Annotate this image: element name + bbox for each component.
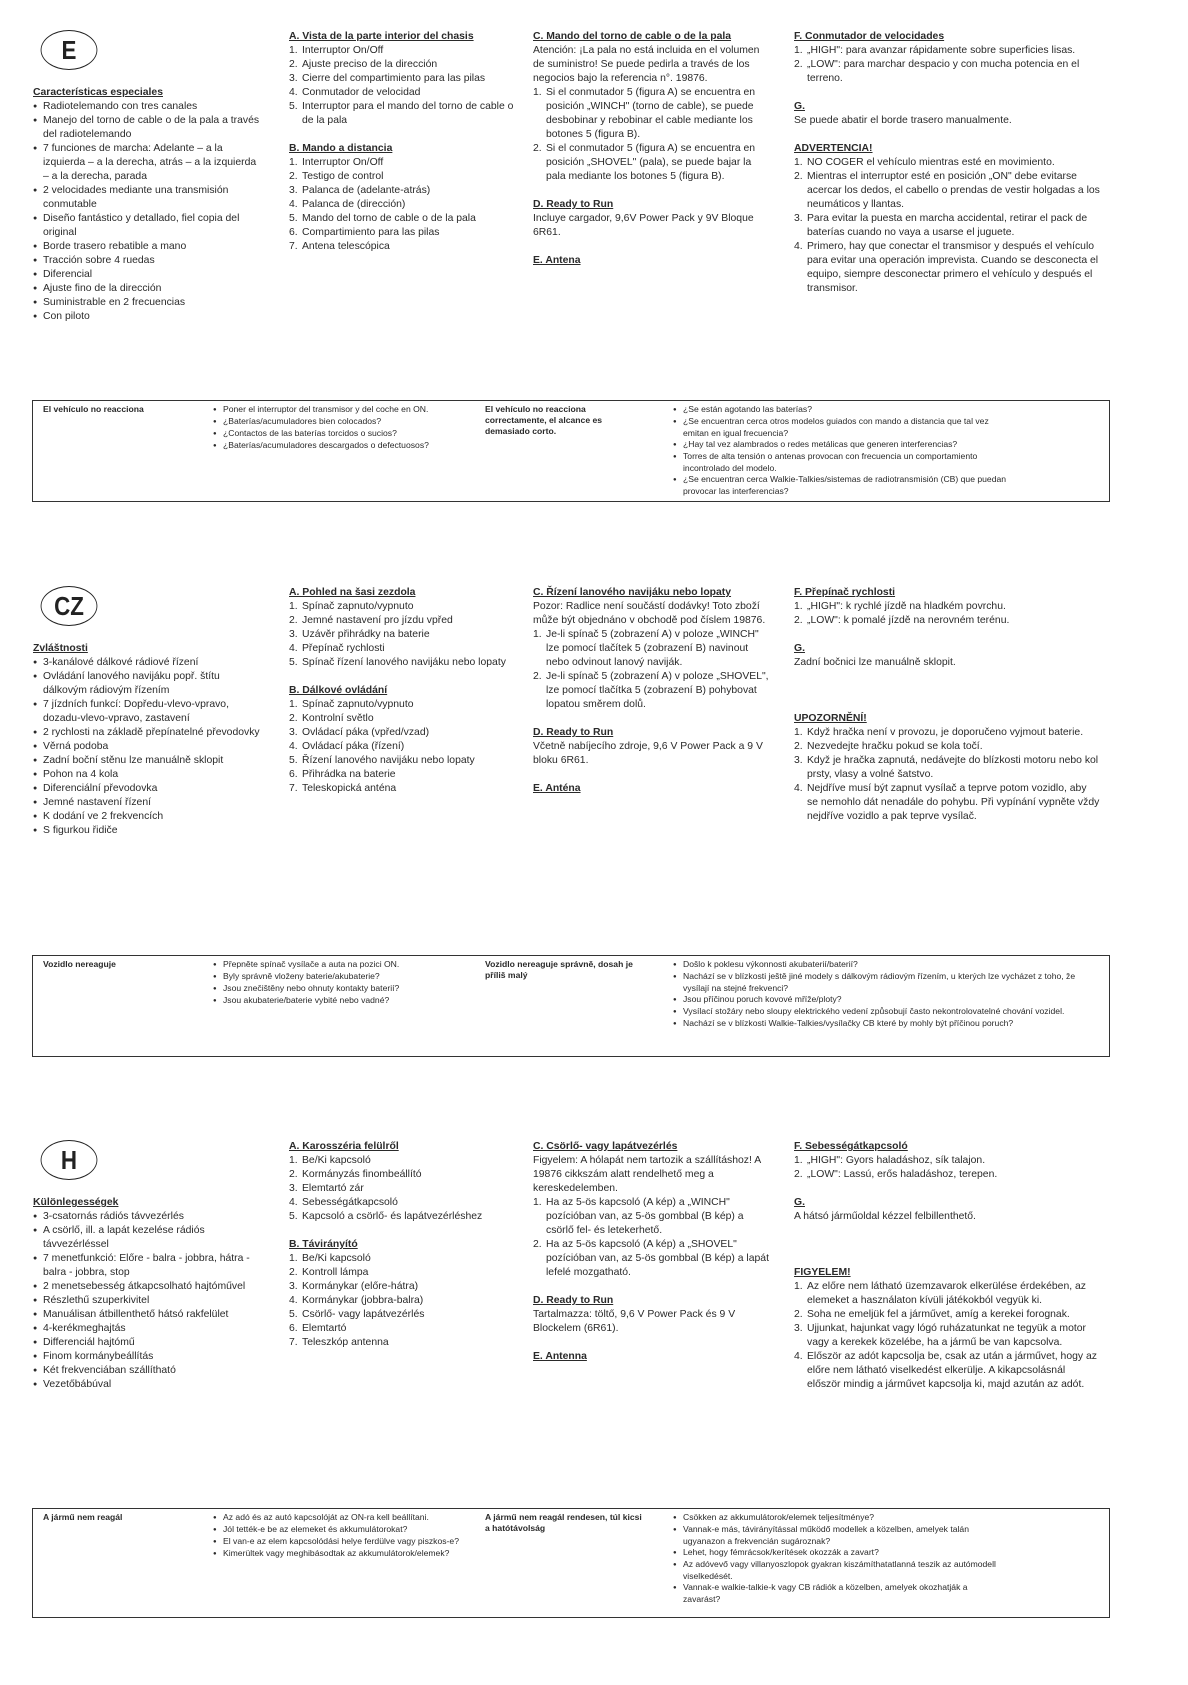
solution-item: ● Vannak-e más, távirányítással működő modellek a közelben, amelyek talán ugyanazon a frekvencián sugároznak?: [673, 1524, 1003, 1547]
chassis-item: 1. Be/Ki kapcsoló: [289, 1155, 371, 1166]
chassis-item: 3. Uzávěr přihrádky na baterie: [289, 629, 430, 640]
feature-item: ● Pohon na 4 kola: [33, 768, 263, 782]
remote-list: [289, 156, 517, 254]
feature-item: ● Tracción sobre 4 ruedas: [33, 254, 263, 268]
chassis-item: 2. Ajuste preciso de la dirección: [289, 59, 438, 70]
remote-title: B. Dálkové ovládání: [289, 685, 388, 696]
solution-list: [213, 1512, 463, 1560]
remote-item: 7. Antena telescópica: [289, 241, 390, 252]
language-badge-h: H: [41, 1140, 98, 1180]
solution-item: ● Došlo k poklesu výkonnosti akubaterií/baterií?: [673, 959, 1103, 971]
remote-item: 7. Teleskopická anténa: [289, 783, 397, 794]
speed-switch-title: F. Sebességátkapcsoló: [794, 1141, 908, 1152]
speed-switch-item: 1. „HIGH": Gyors haladáshoz, sík talajon.: [794, 1155, 986, 1166]
warning-item: 1. NO COGER el vehículo mientras esté en movimiento.: [794, 157, 1055, 168]
remote-item: 3. Palanca de (adelante-atrás): [289, 185, 431, 196]
warning-list: [794, 156, 1100, 296]
chassis-item: 5. Spínač řízení lanového navijáku nebo lopaty: [289, 657, 506, 668]
speed-switch-item: 2. „LOW": para marchar despacio y con mucha potencia en el terreno.: [794, 59, 1080, 84]
warning-list: [794, 1280, 1100, 1392]
problem-label: Vozidlo nereaguje správně, dosah je příliš malý: [485, 959, 633, 980]
solution-item: ● Nachází se v blízkosti Walkie-Talkies/vysílačky CB které by mohly být příčinou poruch?: [673, 1018, 1103, 1030]
g-title: G.: [794, 643, 805, 654]
feature-item: ● Věrná podoba: [33, 740, 263, 754]
remote-item: 7. Teleszkóp antenna: [289, 1337, 389, 1348]
feature-item: ● 2 menetsebesség átkapcsolható hajtóművel: [33, 1280, 263, 1294]
solution-item: ● ¿Contactos de las baterías torcidos o sucios?: [213, 428, 463, 440]
warning-item: 2. Soha ne emeljük fel a járművet, amíg a kerekei forognak.: [794, 1309, 1070, 1320]
feature-item: ● Differenciál hajtómű: [33, 1336, 263, 1350]
remote-item: 1. Interruptor On/Off: [289, 157, 384, 168]
remote-item: 2. Kontroll lámpa: [289, 1267, 369, 1278]
chassis-remote-column: [289, 30, 517, 254]
antenna-title: E. Antena: [533, 255, 581, 266]
winch-column: [533, 30, 771, 268]
feature-item: ● Részlethű szuperkivitel: [33, 1294, 263, 1308]
winch-title: C. Mando del torno de cable o de la pala: [533, 31, 732, 42]
features-column: [33, 642, 263, 838]
feature-item: ● Finom kormánybeállítás: [33, 1350, 263, 1364]
solution-item: ● Vysílací stožáry nebo sloupy elektrického vedení způsobují často nekontrolovatelné chování vozidel.: [673, 1006, 1103, 1018]
feature-item: ● 7 funciones de marcha: Adelante – a la izquierda – a la derecha, atrás – a la izquierda – a la derecha, parada: [33, 142, 263, 184]
feature-item: ● Radiotelemando con tres canales: [33, 100, 263, 114]
remote-item: 1. Be/Ki kapcsoló: [289, 1253, 371, 1264]
g-title: G.: [794, 1197, 805, 1208]
feature-item: ● Ovládání lanového navijáku popř. štítu dálkovým rádiovým řízením: [33, 670, 263, 698]
chassis-remote-column: [289, 586, 517, 796]
solution-item: ● Vannak-e walkie-talkie-k vagy CB rádiók a közelben, amelyek okozhatják a zavarást?: [673, 1582, 1003, 1605]
troubleshooting-table: [32, 955, 1110, 1057]
remote-item: 3. Kormánykar (előre-hátra): [289, 1281, 419, 1292]
feature-item: ● Diferenciální převodovka: [33, 782, 263, 796]
feature-item: ● 4-kerékmeghajtás: [33, 1322, 263, 1336]
g-text: Zadní bočnici lze manuálně sklopit.: [794, 657, 956, 668]
language-badge-e: E: [41, 30, 98, 70]
chassis-title: A. Vista de la parte interior del chasis: [289, 31, 474, 42]
feature-item: ● Jemné nastavení řízení: [33, 796, 263, 810]
winch-item: 2. Je-li spínač 5 (zobrazení A) v poloze „SHOVEL", lze pomocí tlačítka 5 (zobrazení B) pohybovat lopatou směrem dolů.: [533, 671, 769, 710]
remote-item: 5. Mando del torno de cable o de la pala: [289, 213, 476, 224]
warning-item: 1. Když hračka není v provozu, je doporučeno vyjmout baterie.: [794, 727, 1084, 738]
features-title: Zvláštnosti: [33, 643, 88, 654]
problem-label: A jármű nem reagál rendesen, túl kicsi a hatótávolság: [485, 1512, 642, 1533]
ready-to-run-title: D. Ready to Run: [533, 727, 614, 738]
chassis-item: 4. Sebességátkapcsoló: [289, 1197, 398, 1208]
features-list: [33, 656, 263, 838]
chassis-item: 5. Interruptor para el mando del torno de cable o de la pala: [289, 101, 514, 126]
remote-item: 1. Spínač zapnuto/vypnuto: [289, 699, 414, 710]
speed-switch-list: [794, 1154, 1100, 1182]
ready-to-run-text: Včetně nabíjecího zdroje, 9,6 V Power Pack a 9 V bloku 6R61.: [533, 741, 763, 766]
remote-title: B. Mando a distancia: [289, 143, 393, 154]
g-title: G.: [794, 101, 805, 112]
chassis-item: 4. Přepínač rychlosti: [289, 643, 385, 654]
speed-switch-item: 1. „HIGH": para avanzar rápidamente sobre superficies lisas.: [794, 45, 1076, 56]
feature-item: ● 2 rychlosti na základě přepínatelné převodovky: [33, 726, 263, 740]
feature-item: ● 3-csatornás rádiós távvezérlés: [33, 1210, 263, 1224]
warning-title: ADVERTENCIA!: [794, 143, 873, 154]
chassis-list: [289, 1154, 517, 1224]
chassis-item: 1. Interruptor On/Off: [289, 45, 384, 56]
feature-item: ● K dodání ve 2 frekvencích: [33, 810, 263, 824]
problem-label: El vehículo no reacciona correctamente, el alcance es demasiado corto.: [485, 404, 603, 436]
remote-item: 5. Csörlő- vagy lapátvezérlés: [289, 1309, 425, 1320]
chassis-list: [289, 600, 517, 670]
warning-item: 2. Mientras el interruptor esté en posición „ON" debe evitarse acercar los dedos, el cabello o prendas de vestir holgadas a los neumáticos y llantas.: [794, 171, 1100, 210]
warning-item: 1. Az előre nem látható üzemzavarok elkerülése érdekében, az elemeket a használaton kívüli játékokból vegyük ki.: [794, 1281, 1086, 1306]
solution-item: ● Jsou znečištěny nebo ohnuty kontakty baterií?: [213, 983, 463, 995]
solution-item: ● Jsou příčinou poruch kovové mříže/ploty?: [673, 994, 1103, 1006]
g-text: Se puede abatir el borde trasero manualmente.: [794, 115, 1012, 126]
solution-item: ● ¿Se encuentran cerca otros modelos guiados con mando a distancia que tal vez emitan en igual frecuencia?: [673, 416, 1013, 439]
speed-switch-list: [794, 600, 1100, 628]
warning-item: 4. Először az adót kapcsolja be, csak az után a járművet, hogy az előre nem látható viselkedést elkerülje. A kikapcsolásnál először mindig a járművet kapcsolja ki, majd azután az adót.: [794, 1351, 1097, 1390]
solution-item: ● Jól tették-e be az elemeket és akkumulátorokat?: [213, 1524, 463, 1536]
remote-item: 2. Kontrolní světlo: [289, 713, 374, 724]
troubleshooting-table: [32, 400, 1110, 502]
speed-switch-item: 2. „LOW": k pomalé jízdě na nerovném terénu.: [794, 615, 1010, 626]
solution-item: ● Az adó és az autó kapcsolóját az ON-ra kell beállítani.: [213, 1512, 463, 1524]
warning-title: UPOZORNĚNÍ!: [794, 713, 867, 724]
chassis-item: 3. Cierre del compartimiento para las pilas: [289, 73, 486, 84]
solution-item: ● ¿Hay tal vez alambrados o redes metálicas que generen interferencias?: [673, 439, 1013, 451]
g-text: A hátsó járműoldal kézzel felbillenthető.: [794, 1211, 976, 1222]
chassis-item: 4. Conmutador de velocidad: [289, 87, 421, 98]
feature-item: ● Két frekvenciában szállítható: [33, 1364, 263, 1378]
speed-switch-list: [794, 44, 1100, 86]
remote-item: 5. Řízení lanového navijáku nebo lopaty: [289, 755, 475, 766]
warning-item: 2. Nezvedejte hračku pokud se kola točí.: [794, 741, 983, 752]
solution-item: ● Csökken az akkumulátorok/elemek teljesítménye?: [673, 1512, 1003, 1524]
solution-item: ● Byly správně vloženy baterie/akubaterie?: [213, 971, 463, 983]
solution-list: [673, 1512, 1003, 1605]
remote-item: 6. Elemtartó: [289, 1323, 347, 1334]
warning-item: 3. Když je hračka zapnutá, nedávejte do blízkosti motoru nebo kol prsty, vlasy a volné šatstvo.: [794, 755, 1099, 780]
ready-to-run-text: Incluye cargador, 9,6V Power Pack y 9V Bloque 6R61.: [533, 213, 754, 238]
remote-item: 6. Compartimiento para las pilas: [289, 227, 440, 238]
speed-switch-title: F. Přepínač rychlosti: [794, 587, 896, 598]
feature-item: ● 7 menetfunkció: Előre - balra - jobbra, hátra - balra - jobbra, stop: [33, 1252, 263, 1280]
ready-to-run-title: D. Ready to Run: [533, 1295, 614, 1306]
feature-item: ● Ajuste fino de la dirección: [33, 282, 263, 296]
feature-item: ● 3-kanálové dálkové rádiové řízení: [33, 656, 263, 670]
remote-item: 3. Ovládací páka (vpřed/vzad): [289, 727, 430, 738]
ready-to-run-text: Tartalmazza: töltő, 9,6 V Power Pack és 9 V Blockelem (6R61).: [533, 1309, 736, 1334]
solution-item: ● ¿Se encuentran cerca Walkie-Talkies/sistemas de radiotransmisión (CB) que puedan provocar las interferencias?: [673, 474, 1013, 497]
solution-item: ● Torres de alta tensión o antenas provocan con frecuencia un comportamiento incontrolado del modelo.: [673, 451, 1013, 474]
remote-title: B. Távirányító: [289, 1239, 358, 1250]
remote-item: 6. Přihrádka na baterie: [289, 769, 396, 780]
solution-list: [673, 959, 1103, 1030]
speed-switch-item: 1. „HIGH": k rychlé jízdě na hladkém povrchu.: [794, 601, 1006, 612]
problem-label: A jármű nem reagál: [43, 1512, 123, 1522]
warning-item: 4. Nejdříve musí být zapnut vysílač a teprve potom vozidlo, aby se nemohlo dát nenadále do pohybu. Při vypínání vypněte vždy nejdříve vozidlo a pak teprve vysílač.: [794, 783, 1100, 822]
winch-intro: Figyelem: A hólapát nem tartozik a szállításhoz! A 19876 cikkszám alatt rendelhető meg a kereskedelemben.: [533, 1155, 761, 1194]
remote-item: 2. Testigo de control: [289, 171, 384, 182]
winch-column: [533, 1140, 771, 1364]
feature-item: ● Diferencial: [33, 268, 263, 282]
solution-item: ● ¿Baterías/acumuladores bien colocados?: [213, 416, 463, 428]
winch-item: 2. Si el conmutador 5 (figura A) se encuentra en posición „SHOVEL" (pala), se puede bajar la pala mediante los botones 5 (figura B).: [533, 143, 756, 182]
solution-item: ● Nachází se v blízkosti ještě jiné modely s dálkovým rádiovým řízením, u kterých lze vycházet z toho, že vysílají na stejné frekvenci?: [673, 971, 1103, 994]
chassis-item: 5. Kapcsoló a csörlő- és lapátvezérléshez: [289, 1211, 483, 1222]
antenna-title: E. Anténa: [533, 783, 581, 794]
chassis-remote-column: [289, 1140, 517, 1350]
solution-item: ● El van-e az elem kapcsolódási helye ferdülve vagy piszkos-e?: [213, 1536, 463, 1548]
chassis-item: 2. Jemné nastavení pro jízdu vpřed: [289, 615, 453, 626]
remote-item: 4. Palanca de (dirección): [289, 199, 406, 210]
remote-item: 4. Kormánykar (jobbra-balra): [289, 1295, 424, 1306]
solution-list: [213, 404, 463, 452]
warning-item: 3. Ujjunkat, hajunkat vagy lógó ruházatunkat ne tegyük a motor vagy a kerekek közelébe, ha a jármű be van kapcsolva.: [794, 1323, 1086, 1348]
troubleshooting-table: [32, 1508, 1110, 1618]
feature-item: ● S figurkou řidiče: [33, 824, 263, 838]
feature-item: ● 2 velocidades mediante una transmisión conmutable: [33, 184, 263, 212]
chassis-item: 3. Elemtartó zár: [289, 1183, 364, 1194]
features-list: [33, 1210, 263, 1392]
solution-list: [213, 959, 463, 1007]
chassis-item: 1. Spínač zapnuto/vypnuto: [289, 601, 414, 612]
feature-item: ● Zadní boční stěnu lze manuálně sklopit: [33, 754, 263, 768]
features-list: [33, 100, 263, 324]
remote-list: [289, 1252, 517, 1350]
solution-item: ● ¿Se están agotando las baterías?: [673, 404, 1013, 416]
features-column: [33, 1196, 263, 1392]
ready-to-run-title: D. Ready to Run: [533, 199, 614, 210]
feature-item: ● Suministrable en 2 frecuencias: [33, 296, 263, 310]
solution-item: ● Lehet, hogy fémrácsok/kerítések okozzák a zavart?: [673, 1547, 1003, 1559]
chassis-list: [289, 44, 517, 128]
warning-item: 4. Primero, hay que conectar el transmisor y después el vehículo para evitar una operación imprevista. Cuando se desconecta el equipo, siempre desconectar primero el vehículo y después el transmisor.: [794, 241, 1099, 294]
feature-item: ● A csörlő, ill. a lapát kezelése rádiós távvezérléssel: [33, 1224, 263, 1252]
feature-item: ● Manuálisan átbillenthető hátsó rakfelület: [33, 1308, 263, 1322]
solution-list: [673, 404, 1013, 497]
winch-intro: Pozor: Radlice není součástí dodávky! Toto zboží může být objednáno v obchodě pod číslem 19876.: [533, 601, 766, 626]
winch-list: [533, 86, 771, 184]
solution-item: ● Az adóvevő vagy villanyoszlopok gyakran kiszámíthatatlanná teszik az autómodell viselkedését.: [673, 1559, 1003, 1582]
feature-item: ● 7 jízdních funkcí: Dopředu-vlevo-vpravo, dozadu-vlevo-vpravo, zastavení: [33, 698, 263, 726]
winch-item: 1. Si el conmutador 5 (figura A) se encuentra en posición „WINCH" (torno de cable), se puede desbobinar y rebobinar el cable mediante los botones 5 (figura B).: [533, 87, 756, 140]
problem-label: Vozidlo nereaguje: [43, 959, 116, 969]
chassis-title: A. Pohled na šasi zezdola: [289, 587, 416, 598]
winch-title: C. Csörlő- vagy lapátvezérlés: [533, 1141, 678, 1152]
speed-warning-column: [794, 1140, 1100, 1392]
remote-list: [289, 698, 517, 796]
winch-item: 2. Ha az 5-ös kapcsoló (A kép) a „SHOVEL" pozícióban van, az 5-ös gombbal (B kép) a lapát lefelé mozgatható.: [533, 1239, 769, 1278]
speed-warning-column: [794, 30, 1100, 296]
solution-item: ● Jsou akubaterie/baterie vybité nebo vadné?: [213, 995, 463, 1007]
features-title: Características especiales: [33, 87, 163, 98]
warning-list: [794, 726, 1100, 824]
solution-item: ● ¿Baterías/acumuladores descargados o defectuosos?: [213, 440, 463, 452]
language-badge-cz: CZ: [41, 586, 98, 626]
speed-switch-title: F. Conmutador de velocidades: [794, 31, 945, 42]
winch-intro: Atención: ¡La pala no está incluida en el volumen de suministro! Se puede pedirla a través de los negocios bajo la referencia n°. 19876.: [533, 45, 760, 84]
remote-item: 4. Ovládací páka (řízení): [289, 741, 405, 752]
features-column: [33, 86, 263, 324]
feature-item: ● Con piloto: [33, 310, 263, 324]
winch-item: 1. Je-li spínač 5 (zobrazení A) v poloze „WINCH" lze pomocí tlačítek 5 (zobrazení B) navinout nebo odvinout lanový naviják.: [533, 629, 759, 668]
winch-list: [533, 628, 771, 712]
winch-item: 1. Ha az 5-ös kapcsoló (A kép) a „WINCH" pozícióban van, az 5-ös gombbal (B kép) a csörlő fel- és letekerhető.: [533, 1197, 744, 1236]
solution-item: ● Kimerültek vagy meghibásodtak az akkumulátorok/elemek?: [213, 1548, 463, 1560]
chassis-title: A. Karosszéria felülről: [289, 1141, 399, 1152]
speed-warning-column: [794, 586, 1100, 824]
problem-label: El vehículo no reacciona: [43, 404, 144, 414]
feature-item: ● Vezetőbábúval: [33, 1378, 263, 1392]
antenna-title: E. Antenna: [533, 1351, 587, 1362]
solution-item: ● Přepněte spínač vysílače a auta na pozici ON.: [213, 959, 463, 971]
feature-item: ● Manejo del torno de cable o de la pala a través del radiotelemando: [33, 114, 263, 142]
features-title: Különlegességek: [33, 1197, 119, 1208]
winch-title: C. Řízení lanového navijáku nebo lopaty: [533, 587, 732, 598]
warning-item: 3. Para evitar la puesta en marcha accidental, retirar el pack de baterías cuando no vaya a usarse el juguete.: [794, 213, 1088, 238]
speed-switch-item: 2. „LOW": Lassú, erős haladáshoz, terepen.: [794, 1169, 998, 1180]
solution-item: ● Poner el interruptor del transmisor y del coche en ON.: [213, 404, 463, 416]
feature-item: ● Borde trasero rebatible a mano: [33, 240, 263, 254]
feature-item: ● Diseño fantástico y detallado, fiel copia del original: [33, 212, 263, 240]
warning-title: FIGYELEM!: [794, 1267, 851, 1278]
chassis-item: 2. Kormányzás finombeállító: [289, 1169, 422, 1180]
winch-column: [533, 586, 771, 796]
winch-list: [533, 1196, 771, 1280]
